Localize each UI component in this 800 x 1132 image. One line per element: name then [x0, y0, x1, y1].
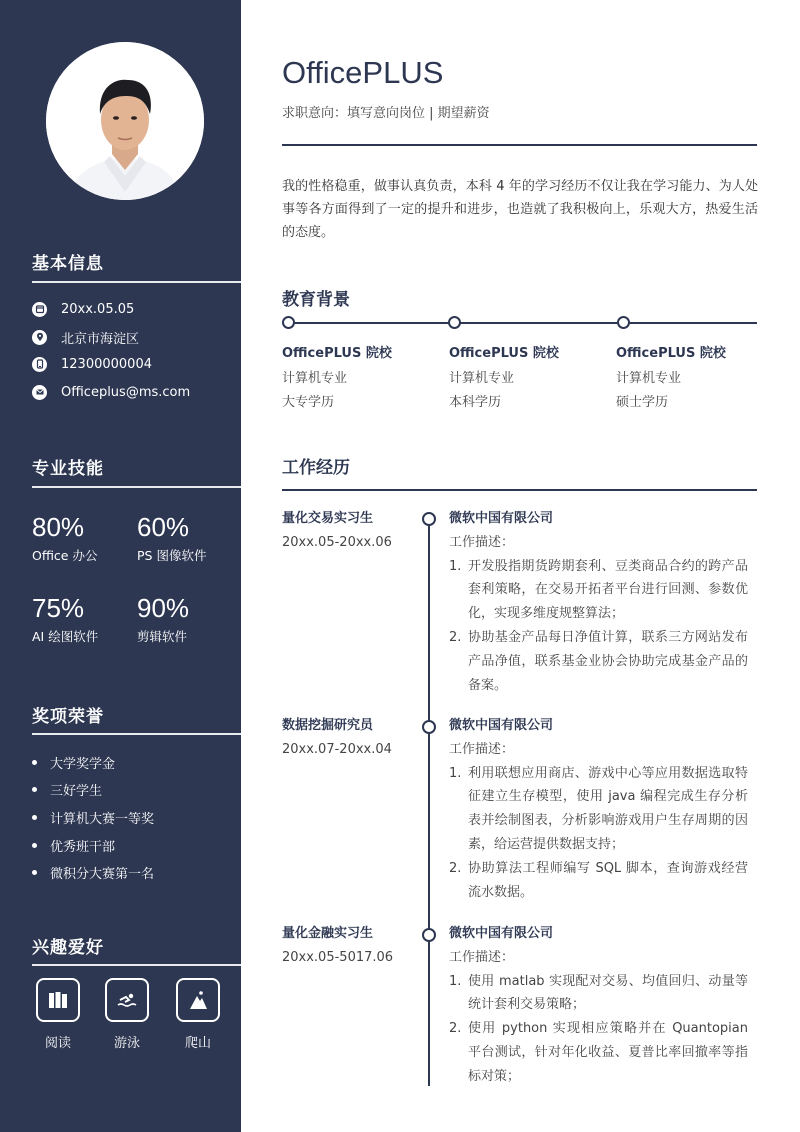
- point-text: 开发股指期货跨期套利、豆类商品合约的跨产品套利策略，在交易开拓者平台进行回测、参数优化，实现多维度规整算法；: [468, 558, 748, 622]
- company-name: 微软中国有限公司: [449, 718, 554, 733]
- award-item: [32, 808, 154, 827]
- job-meta: [282, 507, 392, 554]
- skill-label: AI 绘图软件: [32, 629, 99, 644]
- phone-icon: [32, 357, 47, 372]
- bullet-icon: [32, 870, 37, 875]
- job-period: 20xx.05-20xx.06: [282, 534, 392, 550]
- avatar: [46, 42, 204, 200]
- point-text: 协助基金产品每日净值计算，联系三方网站发布产品净值，联系基金业协会协助完成基金产品的备案。: [468, 629, 748, 693]
- skill-item: [137, 593, 189, 645]
- list-item: [449, 1017, 748, 1088]
- phone-row: [32, 354, 152, 374]
- awards-title: 奖项荣誉: [32, 707, 104, 727]
- job-role: 量化金融实习生: [282, 926, 374, 941]
- point-text: 使用 python 实现相应策略并在 Quantopian 平台测试，针对年化收益、夏普比率回撤率等指标对策；: [468, 1021, 748, 1084]
- bullet-icon: [32, 787, 37, 792]
- skill-item: [32, 593, 98, 645]
- email-text: Officeplus@ms.com: [61, 384, 191, 400]
- award-item: [32, 753, 115, 772]
- location-icon: [32, 330, 47, 345]
- self-introduction: 我的性格稳重，做事认真负责，本科 4 年的学习经历不仅让我在学习能力、为人处事等各方面得到了一定的提升和进步，也造就了我积极向上，乐观大方，热爱生活的态度。: [282, 179, 758, 240]
- hobbies-divider: [32, 964, 241, 966]
- award-text: 大学奖学金: [50, 757, 116, 772]
- education-title: 教育背景: [282, 290, 350, 310]
- award-item: [32, 780, 102, 799]
- award-text: 微积分大赛第一名: [50, 867, 155, 882]
- list-item: [449, 555, 748, 626]
- major: 计算机专业: [449, 370, 515, 386]
- job-role: 量化交易实习生: [282, 511, 374, 526]
- degree: 硕士学历: [616, 395, 669, 410]
- desc-label: 工作描述：: [449, 741, 515, 757]
- skill-percent: 75%: [32, 593, 85, 623]
- skill-percent: 80%: [32, 512, 85, 542]
- skill-label: 剪辑软件: [137, 629, 188, 644]
- point-number: 2.: [449, 1021, 462, 1037]
- bullet-icon: [32, 843, 37, 848]
- list-item: [449, 626, 748, 697]
- swim-icon: [105, 978, 149, 1022]
- basic-info-divider: [32, 281, 241, 283]
- skill-percent: 90%: [137, 593, 190, 623]
- location-row: [32, 327, 139, 347]
- list-item: [449, 970, 748, 1018]
- education-item: [616, 342, 726, 416]
- sidebar: [0, 0, 241, 1132]
- skill-item: [137, 512, 206, 564]
- education-timeline: [288, 322, 757, 324]
- job-period: 20xx.07-20xx.04: [282, 741, 392, 757]
- education-item: [282, 342, 392, 416]
- skill-label: Office 办公: [32, 548, 98, 563]
- work-timeline: [428, 516, 430, 1086]
- point-text: 利用联想应用商店、游戏中心等应用数据选取特征建立生存模型，使用 java 编程完成生存分析表并绘制图表，分析影响游戏用户生存周期的因素，给运营提供数据支持；: [468, 765, 748, 852]
- hobby-label: 阅读: [44, 1036, 71, 1051]
- job-meta: [282, 922, 393, 969]
- company-name: 微软中国有限公司: [449, 926, 554, 941]
- work-divider: [282, 489, 757, 491]
- skills-title: 专业技能: [32, 459, 104, 479]
- skill-label: PS 图像软件: [137, 548, 207, 563]
- hobbies-title: 兴趣爱好: [32, 938, 104, 958]
- point-text: 使用 matlab 实现配对交易、均值回归、动量等统计套利交易策略；: [468, 973, 748, 1013]
- book-icon: [36, 978, 80, 1022]
- header-divider: [282, 144, 757, 146]
- bullet-icon: [32, 760, 37, 765]
- education-item: [449, 342, 559, 416]
- award-text: 优秀班干部: [50, 840, 116, 855]
- phone-text: 12300000004: [61, 356, 152, 372]
- hobby-label: 爬山: [184, 1036, 211, 1051]
- birthdate-text: 20xx.05.05: [61, 301, 135, 317]
- candidate-name: OfficePLUS: [282, 55, 444, 90]
- list-item: [449, 762, 748, 857]
- birthdate-row: [32, 299, 134, 319]
- timeline-node: [617, 316, 630, 329]
- degree: 本科学历: [449, 395, 502, 410]
- timeline-node: [282, 316, 295, 329]
- award-text: 三好学生: [50, 784, 103, 799]
- award-text: 计算机大赛一等奖: [50, 812, 155, 827]
- award-item: [32, 863, 154, 882]
- timeline-node: [422, 512, 436, 526]
- hobby-reading: [36, 978, 80, 1051]
- desc-label: 工作描述：: [449, 949, 515, 965]
- location-text: 北京市海淀区: [61, 331, 140, 347]
- point-number: 1.: [449, 558, 462, 574]
- timeline-node: [448, 316, 461, 329]
- skill-item: [32, 512, 97, 564]
- skills-divider: [32, 486, 241, 488]
- job-role: 数据挖掘研究员: [282, 718, 374, 733]
- list-item: [449, 857, 748, 905]
- email-row: [32, 382, 190, 402]
- school-name: OfficePLUS 院校: [282, 346, 392, 361]
- major: 计算机专业: [282, 370, 348, 386]
- point-number: 2.: [449, 860, 462, 876]
- job-detail: [449, 922, 748, 1089]
- awards-divider: [32, 733, 241, 735]
- skill-percent: 60%: [137, 512, 190, 542]
- degree: 大专学历: [282, 395, 335, 410]
- job-intent: 求职意向：填写意向岗位 | 期望薪资: [282, 106, 490, 121]
- work-title: 工作经历: [282, 458, 350, 478]
- job-detail: [449, 714, 748, 904]
- point-number: 2.: [449, 629, 462, 645]
- bullet-icon: [32, 815, 37, 820]
- job-detail: [449, 507, 748, 697]
- hobby-swimming: [105, 978, 149, 1051]
- job-meta: [282, 714, 392, 761]
- climb-icon: [176, 978, 220, 1022]
- point-number: 1.: [449, 765, 462, 781]
- desc-label: 工作描述：: [449, 534, 515, 550]
- timeline-node: [422, 928, 436, 942]
- school-name: OfficePLUS 院校: [616, 346, 726, 361]
- point-text: 协助算法工程师编写 SQL 脚本，查询游戏经营流水数据。: [468, 860, 748, 900]
- school-name: OfficePLUS 院校: [449, 346, 559, 361]
- company-name: 微软中国有限公司: [449, 511, 554, 526]
- calendar-icon: [32, 302, 47, 317]
- email-icon: [32, 385, 47, 400]
- job-period: 20xx.05-5017.06: [282, 949, 394, 965]
- hobby-label: 游泳: [113, 1036, 140, 1051]
- hobby-climbing: [176, 978, 220, 1051]
- award-item: [32, 836, 115, 855]
- timeline-node: [422, 720, 436, 734]
- point-number: 1.: [449, 973, 462, 989]
- basic-info-title: 基本信息: [32, 254, 104, 274]
- portrait-image: [46, 42, 204, 200]
- major: 计算机专业: [616, 370, 682, 386]
